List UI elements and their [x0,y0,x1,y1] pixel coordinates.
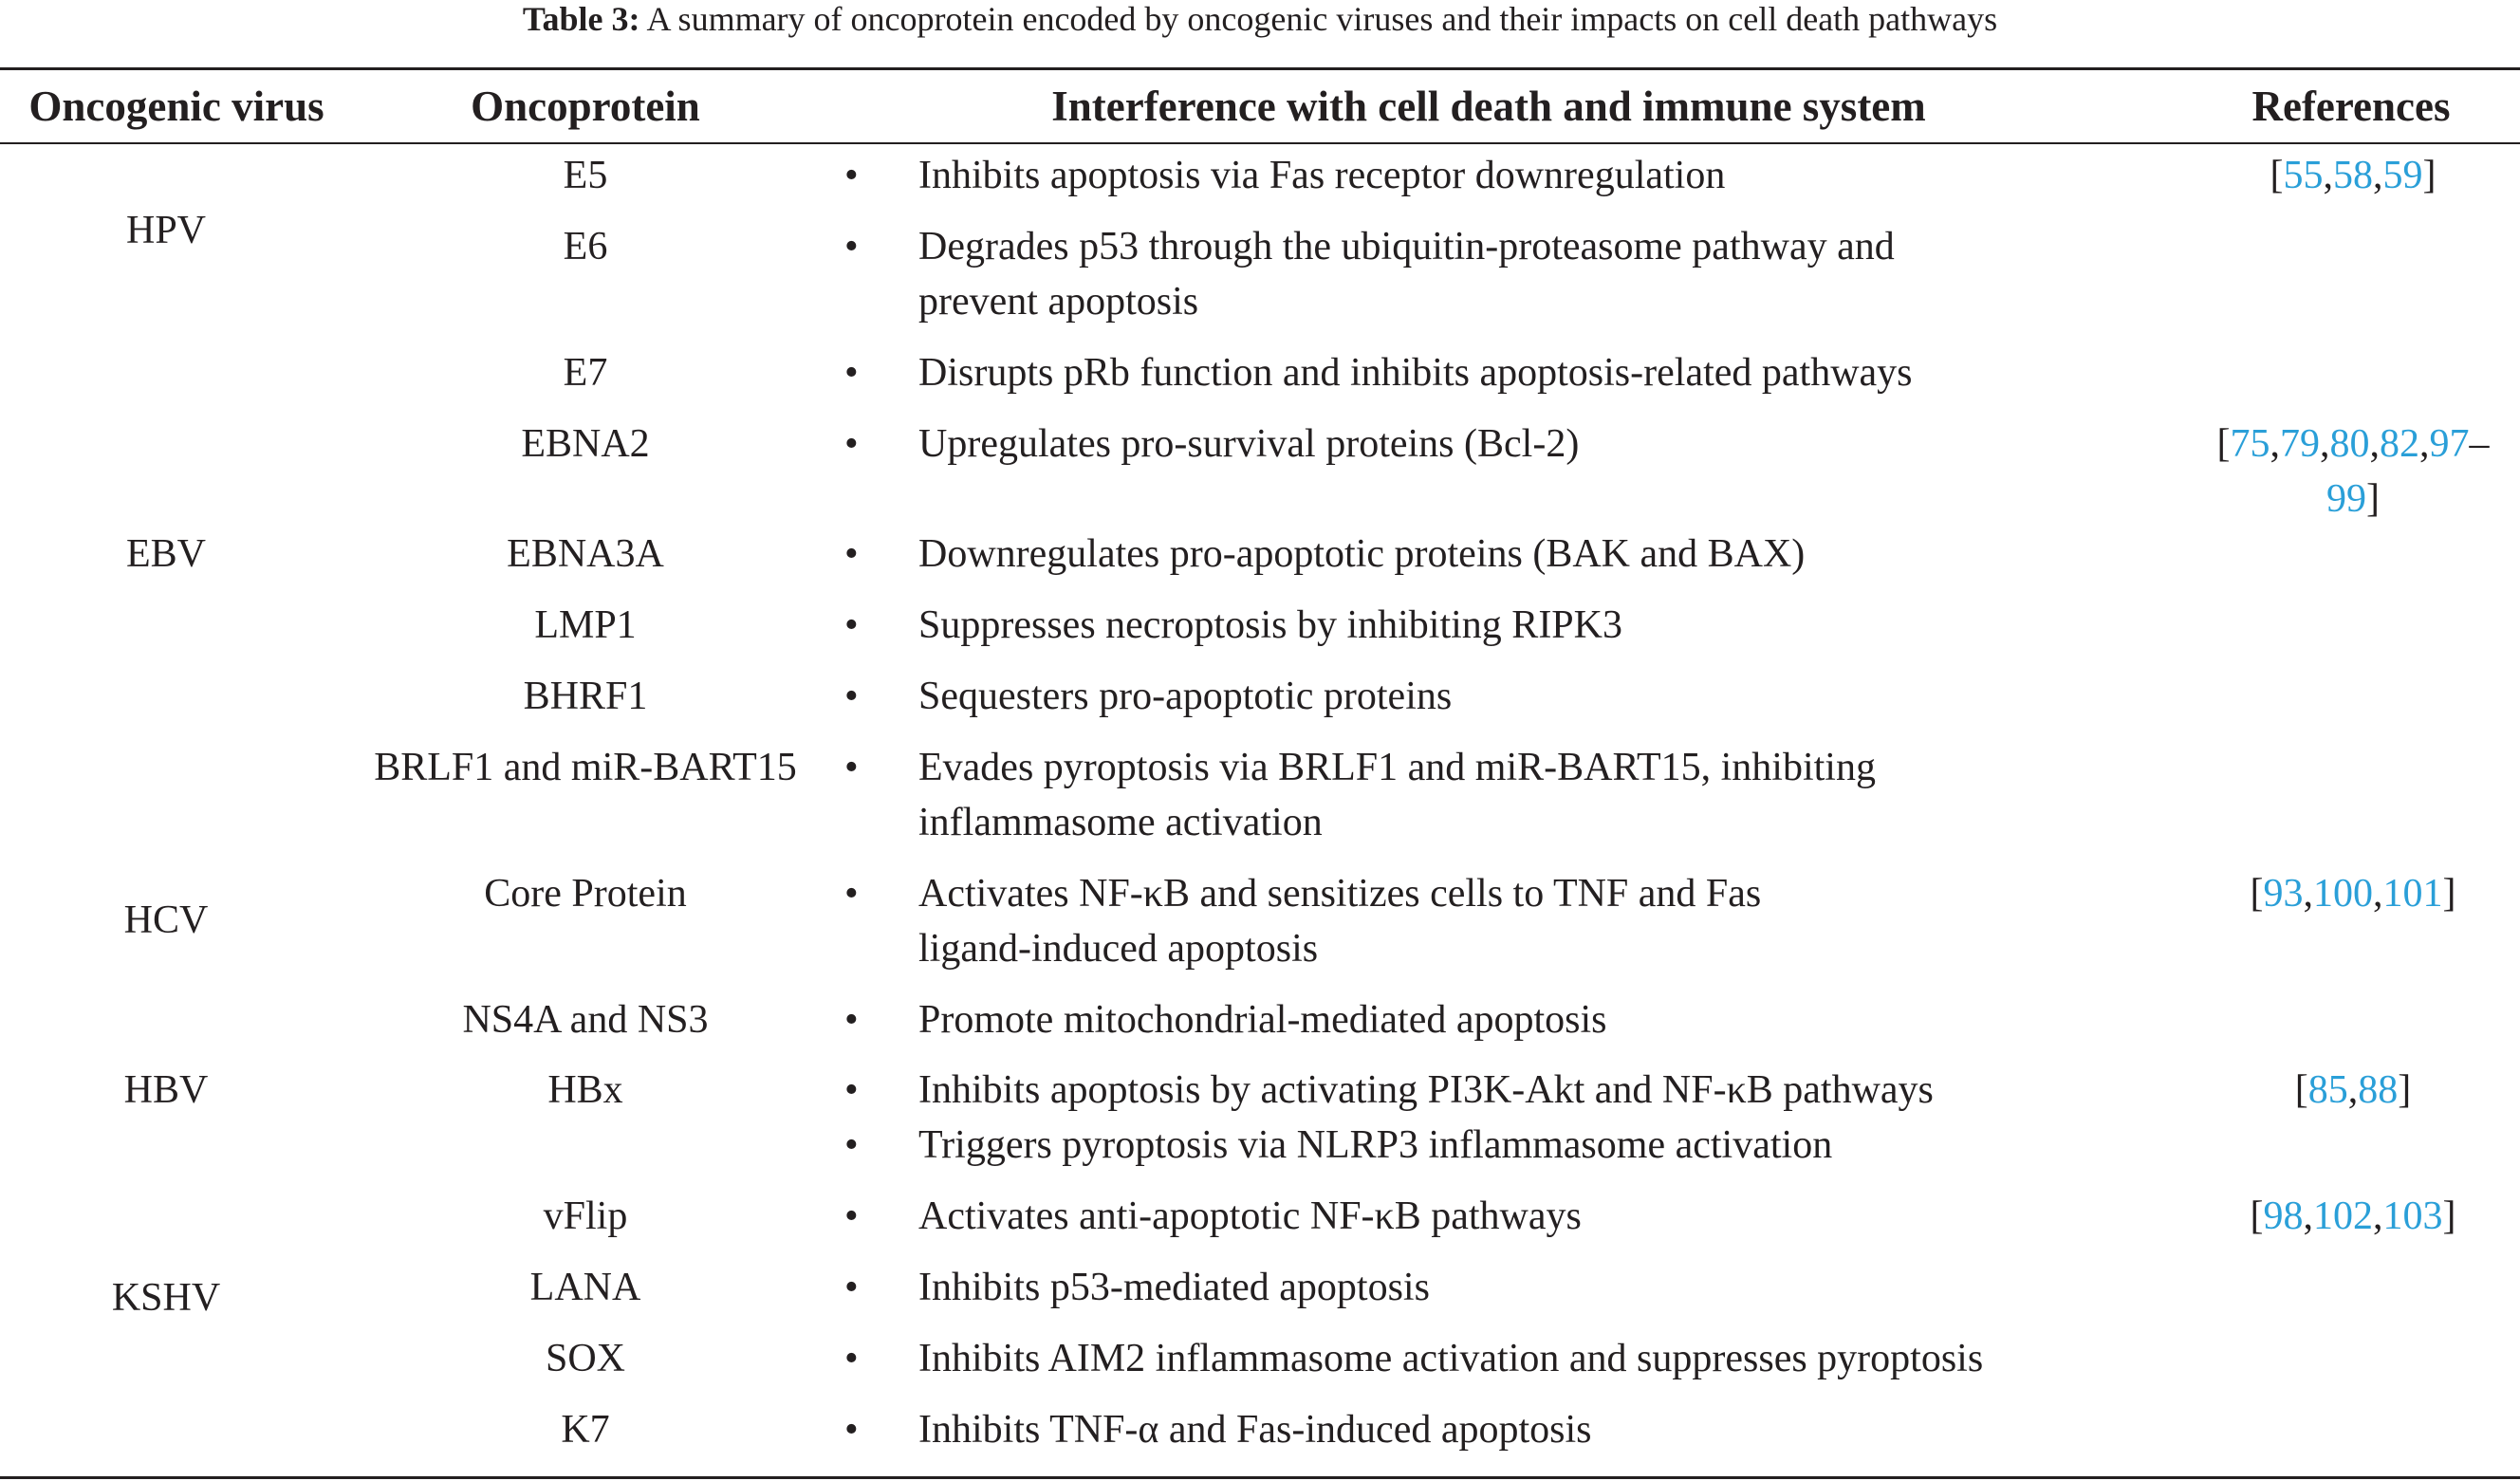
oncoprotein-vflip: vFlip [543,1194,628,1238]
effect-line: Activates NF-κB and sensitizes cells to TNF and Fas [918,872,1762,916]
oncoprotein-bhrf1: BHRF1 [523,675,648,718]
reference-link[interactable]: 100 [2313,872,2373,916]
references-hbv: [85,88] [2294,1068,2412,1112]
bullet [844,1189,859,1244]
reference-link[interactable]: 80 [2329,422,2370,466]
reference-link[interactable]: 79 [2280,422,2320,466]
references-kshv: [98,102,103] [2250,1194,2456,1238]
reference-link[interactable]: 55 [2283,154,2324,197]
effect-line: Evades pyroptosis via BRLF1 and miR-BART15, inhibiting [918,746,1876,789]
oncoprotein-sox: SOX [545,1337,626,1380]
references-hcv: [93,100,101] [2250,872,2456,916]
bullet [844,219,859,274]
effect-line-continued: prevent apoptosis [918,280,1199,324]
virus-ebv: EBV [126,532,206,576]
bullet [844,1118,859,1173]
oncoprotein-ebna3a: EBNA3A [507,532,664,576]
virus-hcv: HCV [123,898,209,942]
bullet [844,669,859,724]
reference-link[interactable]: 101 [2382,872,2443,916]
effect-line: Degrades p53 through the ubiquitin-proteasome pathway and [918,225,1895,268]
references-hpv: [55,58,59] [2270,154,2437,197]
references-ebv-continued: 99] [2326,477,2380,521]
reference-link[interactable]: 59 [2382,154,2423,197]
oncoprotein-k7: K7 [561,1408,610,1452]
header-references: References [2251,83,2451,130]
effect-line: Promote mitochondrial-mediated apoptosis [918,998,1607,1042]
bottom-rule [0,1476,2520,1479]
header-rule [0,142,2520,144]
oncoprotein-e5: E5 [563,154,608,197]
bullet [844,1063,859,1118]
header-oncogenic-virus: Oncogenic virus [28,83,324,130]
bullet [844,866,859,921]
bullet [844,992,859,1047]
effect-line: Suppresses necroptosis by inhibiting RIPK3 [918,603,1622,647]
top-rule [0,67,2520,70]
bullet [844,345,859,400]
effect-line: Downregulates pro-apoptotic proteins (BAK and BAX) [918,532,1806,576]
oncoprotein-e6: E6 [563,225,608,268]
reference-link[interactable]: 88 [2358,1068,2399,1112]
effect-line-continued: ligand-induced apoptosis [918,927,1319,971]
virus-hbv: HBV [123,1068,209,1112]
header-oncoprotein: Oncoprotein [471,83,700,130]
effect-line: Upregulates pro-survival proteins (Bcl-2) [918,422,1580,466]
effect-line: Sequesters pro-apoptotic proteins [918,675,1453,718]
virus-hpv: HPV [125,209,207,252]
effect-line: Inhibits TNF-α and Fas-induced apoptosis [918,1408,1592,1452]
table-caption [0,0,2520,36]
oncoprotein-lana: LANA [529,1266,641,1309]
effect-line: Inhibits apoptosis via Fas receptor downregulation [918,154,1726,197]
virus-kshv: KSHV [111,1276,221,1320]
reference-link[interactable]: 75 [2230,422,2270,466]
oncoprotein-lmp1: LMP1 [534,603,637,647]
bullet [844,1331,859,1386]
caption-text: A summary of oncoprotein encoded by oncogenic viruses and their impacts on cell death pathways [639,0,1998,38]
effect-line: Activates anti-apoptotic NF-κB pathways [918,1194,1582,1238]
reference-link[interactable]: 58 [2333,154,2373,197]
oncoprotein-ns4a-ns3: NS4A and NS3 [462,998,709,1042]
reference-link[interactable]: 85 [2307,1068,2348,1112]
bullet [844,598,859,653]
oncoprotein-brlf1: BRLF1 and miR-BART15 [374,746,797,789]
effect-line: Triggers pyroptosis via NLRP3 inflammasome activation [918,1123,1833,1167]
bullet [844,1260,859,1315]
effect-line: Inhibits AIM2 inflammasome activation and suppresses pyroptosis [918,1337,1984,1380]
reference-link[interactable]: 103 [2382,1194,2443,1238]
bullet [844,527,859,582]
bullet [844,417,859,472]
effect-line: Disrupts pRb function and inhibits apoptosis-related pathways [918,351,1913,395]
bullet [844,1402,859,1457]
reference-link[interactable]: 82 [2380,422,2419,466]
caption-label: Table 3: [522,0,640,38]
reference-link[interactable]: 99 [2326,477,2366,521]
effect-line: Inhibits apoptosis by activating PI3K-Akt and NF-κB pathways [918,1068,1934,1112]
bullet [844,148,859,203]
oncoprotein-ebna2: EBNA2 [521,422,650,466]
header-interference: Interference with cell death and immune system [1051,83,1926,130]
reference-link[interactable]: 98 [2263,1194,2304,1238]
reference-link[interactable]: 93 [2263,872,2304,916]
oncoprotein-e7: E7 [563,351,608,395]
effect-line-continued: inflammasome activation [918,801,1323,844]
bullet [844,740,859,795]
reference-link[interactable]: 102 [2313,1194,2373,1238]
effect-line: Inhibits p53-mediated apoptosis [918,1266,1430,1309]
oncoprotein-core-protein: Core Protein [484,872,687,916]
reference-link[interactable]: 97 [2429,422,2470,466]
oncoprotein-hbx: HBx [547,1068,623,1112]
references-ebv: [75,79,80,82,97– [2216,422,2490,466]
